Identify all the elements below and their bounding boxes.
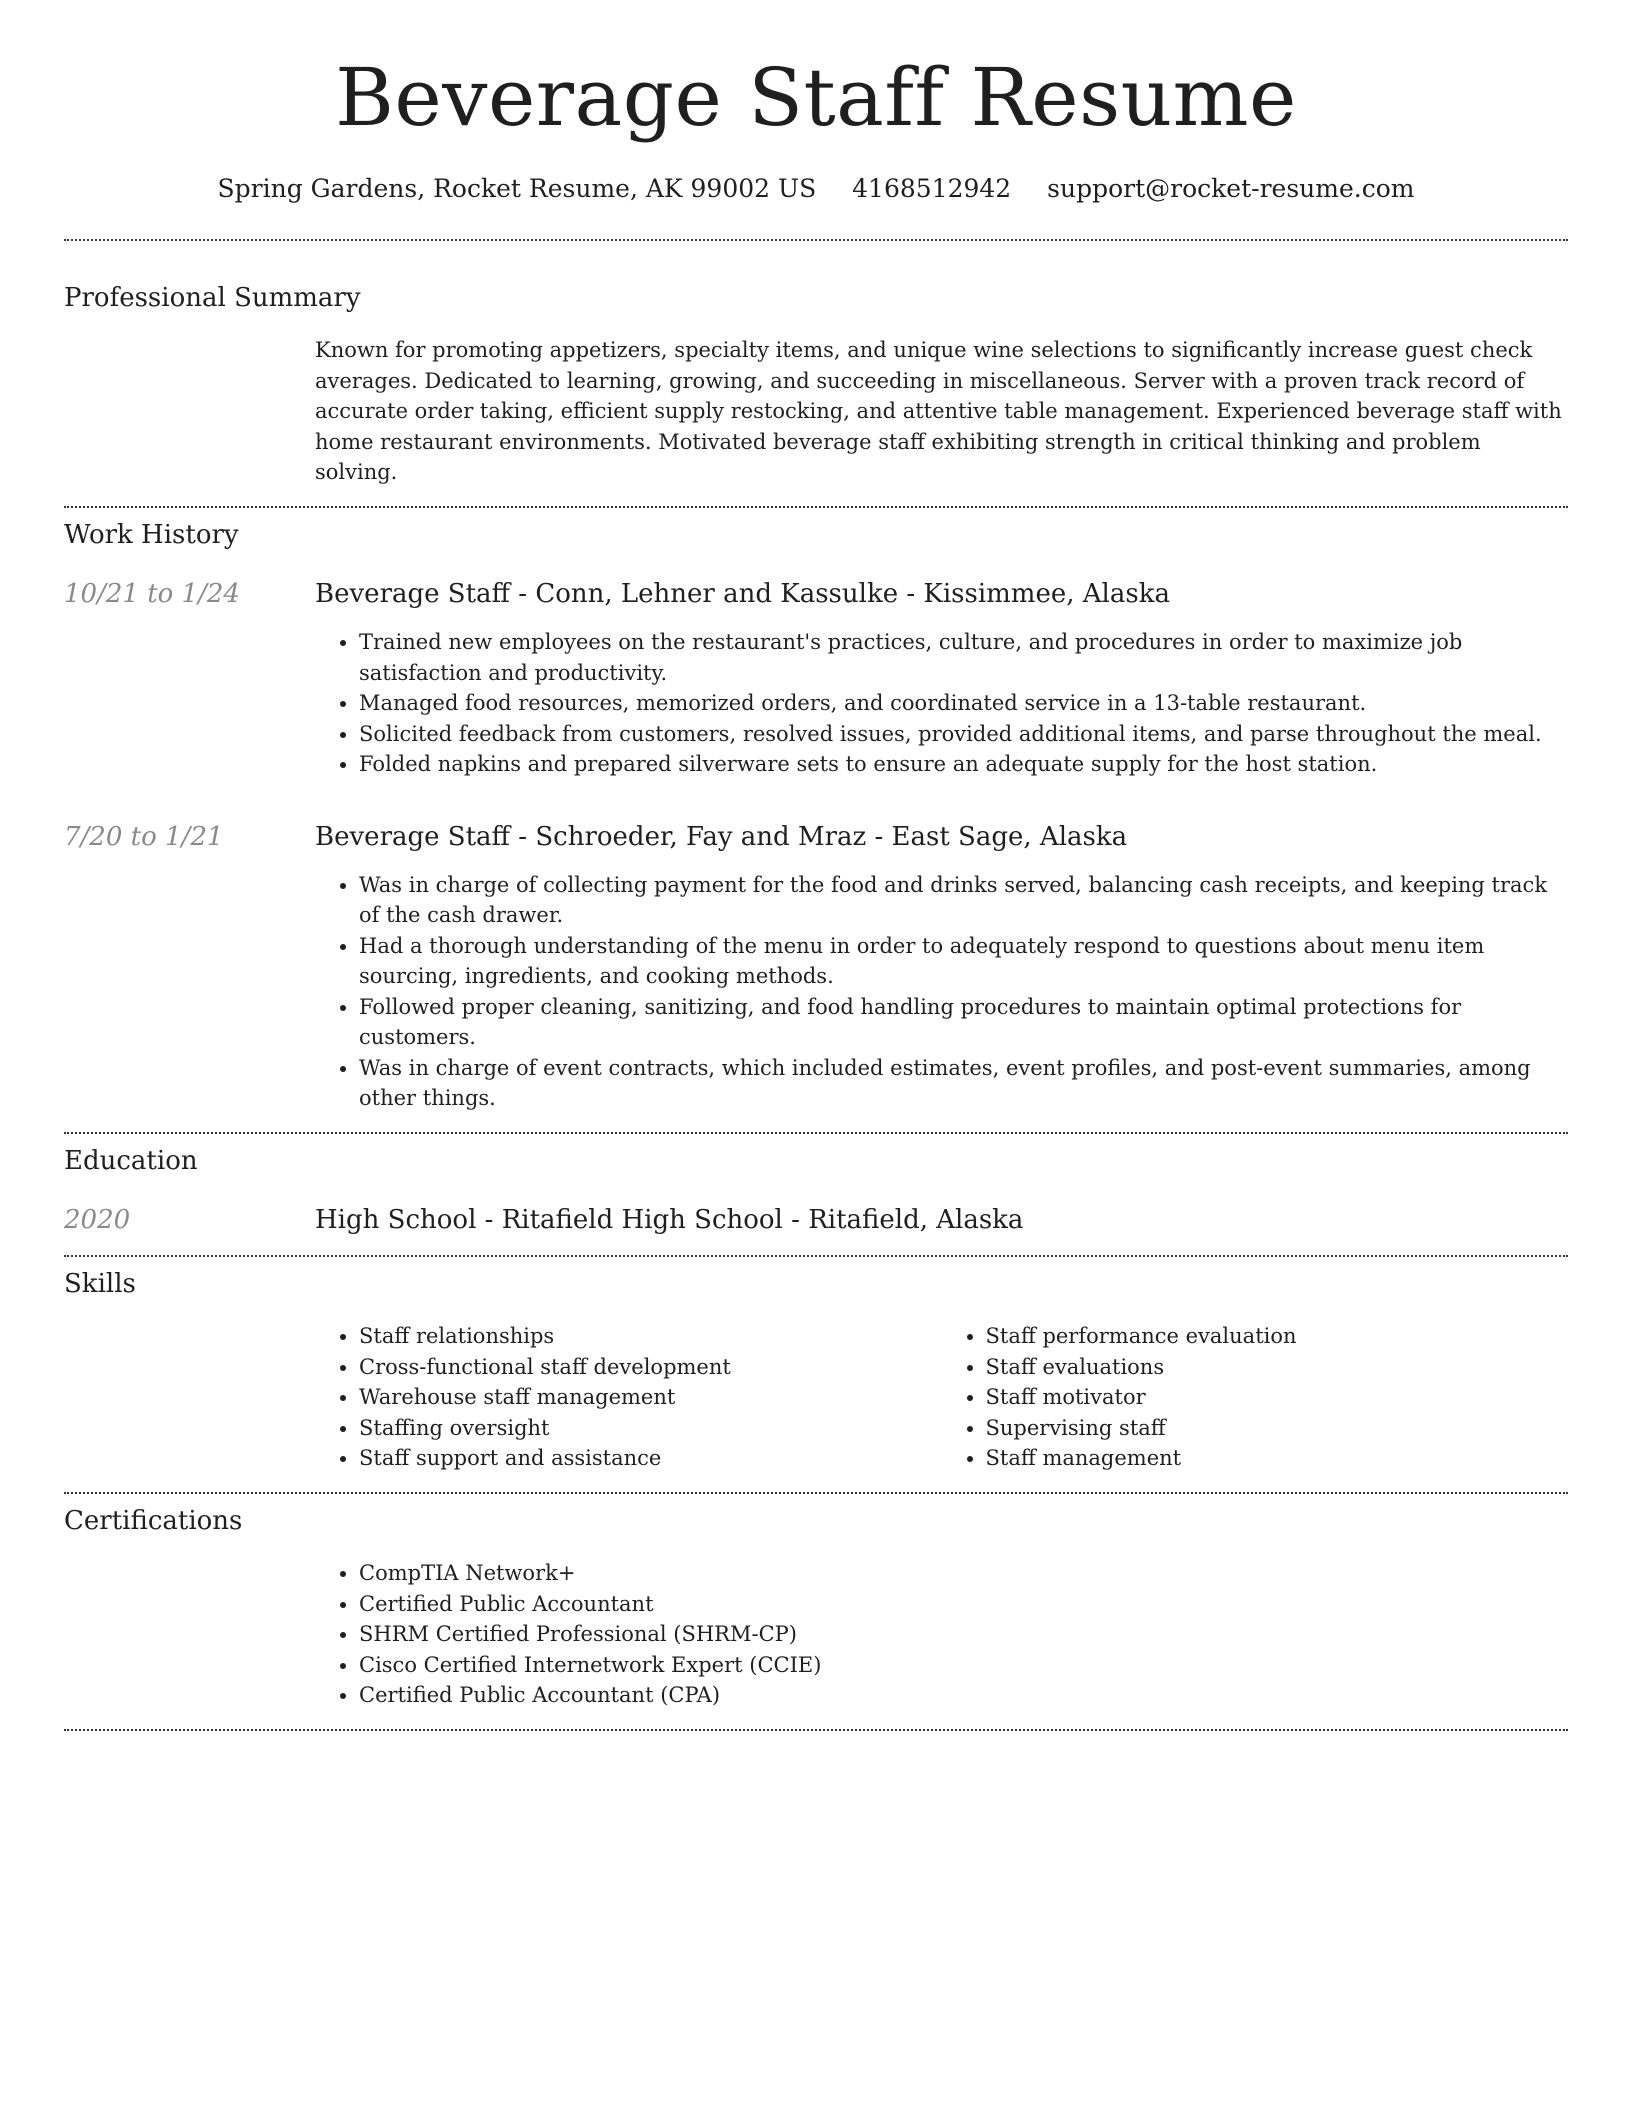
divider (64, 1255, 1568, 1257)
job-entry (64, 579, 1568, 780)
contact-address: Spring Gardens, Rocket Resume, AK 99002 US (217, 174, 817, 203)
job-dates: 7/20 to 1/21 (64, 821, 224, 852)
certifications-list (315, 1558, 1568, 1711)
education-year: 2020 (64, 1204, 131, 1235)
contact-phone: 4168512942 (852, 174, 1012, 203)
job-heading: Beverage Staff - Schroeder, Fay and Mraz - East Sage, Alaska (315, 821, 1128, 852)
summary-text: Known for promoting appetizers, specialty items, and unique wine selections to significantly increase guest check averages. Dedicated to learning, growing, and succeeding in miscellaneous. Server with a proven track record of accurate order taking, efficient supply restocking, and attentive table management. Experienced beverage staff with home restaurant environments. Motivated beverage staff exhibiting strength in critical thinking and problem solving. (315, 338, 1562, 485)
list-item: • CompTIA Network+ (359, 1558, 1568, 1589)
list-item: • Staff support and assistance (359, 1443, 942, 1474)
list-item: • Had a thorough understanding of the menu in order to adequately respond to questions about menu item sourcing, ingredients, and cooking methods. (359, 931, 1568, 992)
list-item: • Folded napkins and prepared silverware sets to ensure an adequate supply for the host station. (359, 749, 1568, 780)
list-item: • Staffing oversight (359, 1413, 942, 1444)
section-title-work: Work History (64, 519, 239, 550)
list-item: • Staff performance evaluation (986, 1321, 1569, 1352)
list-item: • Certified Public Accountant (359, 1589, 1568, 1620)
skills-list (315, 1321, 1568, 1474)
job-dates: 10/21 to 1/24 (64, 578, 240, 609)
job-bullets (315, 870, 1568, 1114)
education-heading: High School - Ritafield High School - Ritafield, Alaska (315, 1204, 1024, 1235)
divider (64, 1132, 1568, 1134)
list-item: • Supervising staff (986, 1413, 1569, 1444)
list-item: • Staff evaluations (986, 1352, 1569, 1383)
list-item: • Staff management (986, 1443, 1569, 1474)
list-item: • Staff relationships (359, 1321, 942, 1352)
list-item: • Warehouse staff management (359, 1382, 942, 1413)
list-item: • Was in charge of collecting payment for the food and drinks served, balancing cash receipts, and keeping track of the cash drawer. (359, 870, 1568, 931)
resume-title: Beverage Staff Resume (335, 51, 1297, 144)
contact-email: support@rocket-resume.com (1047, 174, 1415, 203)
list-item: • Managed food resources, memorized orders, and coordinated service in a 13-table restaurant. (359, 688, 1568, 719)
section-title-skills: Skills (64, 1269, 136, 1300)
divider (64, 506, 1568, 508)
resume-page (64, 0, 1568, 1731)
list-item: • SHRM Certified Professional (SHRM-CP) (359, 1619, 1568, 1650)
divider (64, 239, 1568, 241)
list-item: • Cross-functional staff development (359, 1352, 942, 1383)
contact-line (64, 174, 1568, 204)
list-item: • Certified Public Accountant (CPA) (359, 1680, 1568, 1711)
education-entry (64, 1205, 1568, 1236)
list-item: • Was in charge of event contracts, which included estimates, event profiles, and post-event summaries, among other things. (359, 1053, 1568, 1114)
divider (64, 1729, 1568, 1731)
job-bullets (315, 627, 1568, 780)
list-item: • Solicited feedback from customers, resolved issues, provided additional items, and parse throughout the meal. (359, 719, 1568, 750)
list-item: • Trained new employees on the restaurant's practices, culture, and procedures in order to maximize job satisfaction and productivity. (359, 627, 1568, 688)
job-heading: Beverage Staff - Conn, Lehner and Kassulke - Kissimmee, Alaska (315, 578, 1170, 609)
section-title-summary: Professional Summary (64, 283, 361, 313)
section-title-education: Education (64, 1145, 198, 1176)
list-item: • Staff motivator (986, 1382, 1569, 1413)
section-title-certifications: Certifications (64, 1505, 243, 1536)
job-entry (64, 822, 1568, 1114)
list-item: • Cisco Certified Internetwork Expert (CCIE) (359, 1650, 1568, 1681)
list-item: • Followed proper cleaning, sanitizing, and food handling procedures to maintain optimal protections for customers. (359, 992, 1568, 1053)
divider (64, 1492, 1568, 1494)
